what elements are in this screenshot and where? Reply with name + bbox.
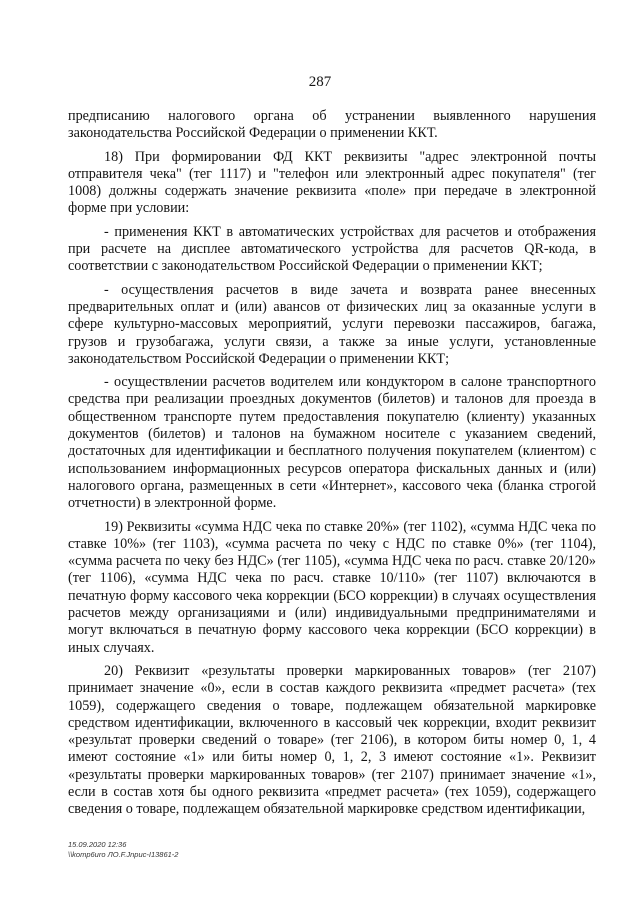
page-number: 287 xyxy=(308,74,332,90)
document-body xyxy=(68,108,596,825)
paragraph-item-18: 18) При формировании ФД ККТ реквизиты "адрес электронной почты отправителя чека" (тег 1117) и "телефон или электронный адрес покупателя" (тег 1008) должны содержать значение реквизита «поле» при передаче в электронной форме при условии: xyxy=(68,148,596,217)
paragraph-condition-prepayment-offset: - осуществления расчетов в виде зачета и возврата ранее внесенных предварительных оплат и (или) авансов от физических лиц за оказанные услуги в сфере культурно-массовых мероприятий, услуги перевозки пассажиров, багажа, грузов и грузобагажа, услуги связи, а также за иные услуги, установленные законодательством Российской Федерации о применении ККТ; xyxy=(68,281,596,367)
paragraph-item-19: 19) Реквизиты «сумма НДС чека по ставке 20%» (тег 1102), «сумма НДС чека по ставке 10%» (тег 1103), «сумма расчета по чеку с НДС по ставке 0%» (тег 1104), «сумма расчета по чеку без НДС» (тег 1105), «сумма НДС чека по расч. ставке 20/120» (тег 1106), «сумма НДС чека по расч. ставке 10/110» (тег 1107) включаются в печатную форму кассового чека коррекции (БСО коррекции) в случаях осуществления расчетов между организациями и (или) индивидуальными предпринимателями и могут включаться в печатную форму кассового чека коррекции (БСО коррекции) в иных случаях. xyxy=(68,518,596,656)
paragraph-continuation: предписанию налогового органа об устранении выявленного нарушения законодательства Российской Федерации о применении ККТ. xyxy=(68,108,596,142)
document-footer xyxy=(68,840,178,860)
paragraph-condition-transport: - осуществлении расчетов водителем или кондуктором в салоне транспортного средства при реализации проездных документов (билетов) и талонов для проезда в общественном транспорте путем предоставления покупателю (клиенту) указанных документов (билетов) и талонов на бумажном носителе с указанием сведений, достаточных для идентификации и бесплатного получения покупателем (клиентом) с использованием информационных ресурсов оператора фискальных данных и (или) налогового органа, размещенных в сети «Интернет», кассового чека (бланка строгой отчетности) в электронной форме. xyxy=(68,374,596,512)
paragraph-condition-automatic-devices: - применения ККТ в автоматических устройствах для расчетов и отображения при расчете на дисплее автоматического устройства для расчетов QR-кода, в соответствии с законодательством Российской Федерации о применении ККТ; xyxy=(68,223,596,275)
footer-date: 15.09.2020 12:36 xyxy=(68,840,127,849)
footer-file-path: \\komp6uro ЛО.F.Jnpuc-I13861-2 xyxy=(68,850,179,859)
paragraph-item-20: 20) Реквизит «результаты проверки маркированных товаров» (тег 2107) принимает значение «0», если в состав каждого реквизита «предмет расчета» (тех 1059), содержащего сведения о товаре, подлежащем обязательной маркировке средством идентификации, включенного в кассовый чек коррекции, входит реквизит «результат проверки сведений о товаре» (тег 2106), в котором биты номер 0, 1, 4 имеют состояние «1» или биты номер 0, 1, 2, 3 имеют состояние «1». Реквизит «результаты проверки маркированных товаров» (тег 2107) принимает значение «1», если в состав хотя бы одного реквизита «предмет расчета» (тех 1059), содержащего сведения о товаре, подлежащем обязательной маркировке средством идентификации, xyxy=(68,662,596,818)
